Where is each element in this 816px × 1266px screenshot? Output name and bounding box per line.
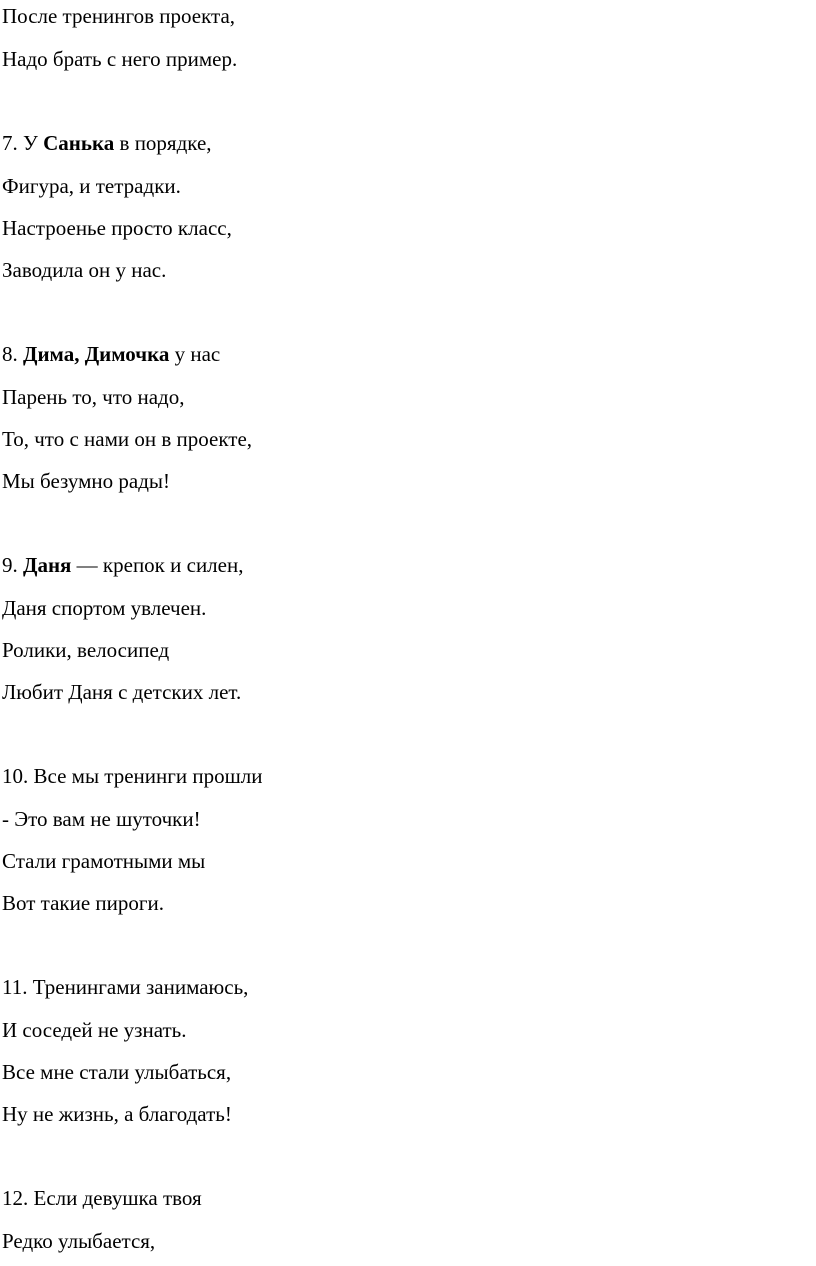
- poem-line: Мы безумно рады!: [2, 469, 170, 493]
- poem-line: 11. Тренингами занимаюсь,: [2, 975, 249, 999]
- poem-line: 12. Если девушка твоя: [2, 1186, 202, 1210]
- poem-line: Стали грамотными мы: [2, 849, 206, 873]
- bold-name: Дима, Димочка: [23, 342, 170, 366]
- poem-line: Парень то, что надо,: [2, 385, 185, 409]
- poem-line: 10. Все мы тренинги прошли: [2, 764, 263, 788]
- poem-line: Ну не жизнь, а благодать!: [2, 1102, 232, 1126]
- poem-line: После тренингов проекта,: [2, 4, 236, 28]
- line-text: — крепок и силен,: [71, 553, 244, 577]
- poem-line: Редко улыбается,: [2, 1229, 156, 1253]
- line-text: в порядке,: [114, 131, 212, 155]
- poem-line: Настроенье просто класс,: [2, 216, 232, 240]
- line-text: У: [23, 131, 44, 155]
- stanza-7-first-line: [2, 131, 212, 155]
- poem-line: И соседей не узнать.: [2, 1018, 187, 1042]
- poem-line: Все мне стали улыбаться,: [2, 1060, 232, 1084]
- bold-name: Санька: [43, 131, 115, 155]
- line-text: у нас: [169, 342, 221, 366]
- poem-line: То, что с нами он в проекте,: [2, 427, 253, 451]
- poem-line: Даня спортом увлечен.: [2, 596, 207, 620]
- poem-line: Вот такие пироги.: [2, 891, 165, 915]
- stanza-number: 8.: [2, 342, 23, 366]
- poem-line: - Это вам не шуточки!: [2, 807, 201, 831]
- stanza-8-first-line: [2, 342, 220, 366]
- poem-line: Надо брать с него пример.: [2, 47, 238, 71]
- poem-line: Заводила он у нас.: [2, 258, 167, 282]
- poem-line: Фигура, и тетрадки.: [2, 174, 181, 198]
- bold-name: Даня: [23, 553, 72, 577]
- stanza-number: 7.: [2, 131, 23, 155]
- poem-line: Любит Даня с детских лет.: [2, 680, 242, 704]
- stanza-9-first-line: [2, 553, 243, 577]
- poem-line: Ролики, велосипед: [2, 638, 170, 662]
- stanza-number: 9.: [2, 553, 23, 577]
